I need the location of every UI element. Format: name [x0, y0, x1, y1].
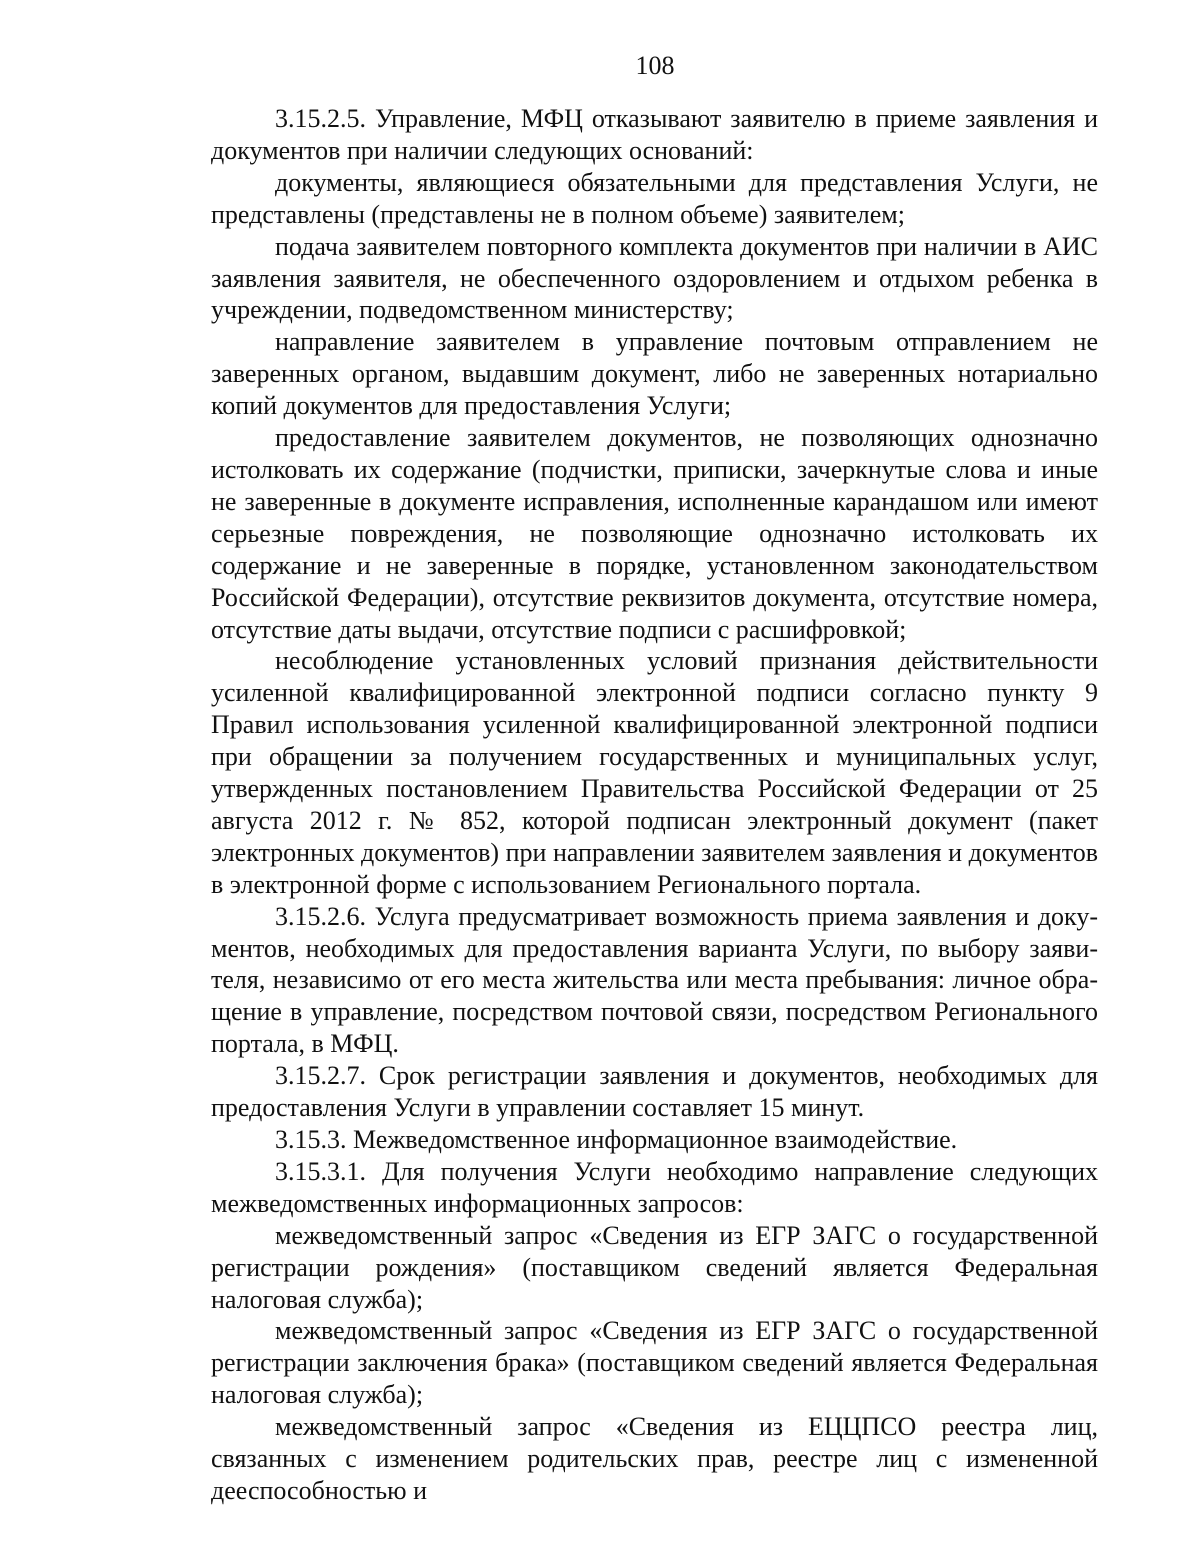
- paragraph-ambiguous-documents: предоставление заявителем документов, не позволяющих однозначно истолковать их содержание (подчистки, приписки, зачеркнутые слова и иные не заверенные в документе исправления, исполненные карандашом или имеют серьезные повреждения, не позволяющие однозначно истолковать их содержание и не заверенные в порядке, установленном законодательством Российской Федерации), отсутствие реквизитов документа, отсутствие номера, отсутствие даты выдачи, отсутствие подписи с расшифровкой;: [211, 423, 1098, 644]
- paragraph-3-15-3-1: 3.15.3.1. Для получения Услуги необходимо направление следующих межведомственных информационных запросов:: [211, 1156, 1098, 1218]
- paragraph-uncertified-copies: направление заявителем в управление почтовым отправлением не заверенных органом, выдавшим документ, либо не заверенных нотариально копий документов для предоставления Услуги;: [211, 327, 1098, 421]
- paragraph-parental-rights-request: межведомственный запрос «Сведения из ЕЦЦПСО реестра лиц, связанных с изменением родительских прав, реестре лиц с измененной дееспособностью и: [211, 1412, 1098, 1505]
- paragraph-3-15-3: 3.15.3. Межведомственное информационное взаимодействие.: [275, 1125, 958, 1154]
- page-number: 108: [635, 51, 675, 80]
- paragraph-electronic-signature: несоблюдение установленных условий признания действительности усиленной квалифицированной электронной подписи согласно пункту 9 Правил использования усиленной квалифицированной электронной подписи при обращении за получением государственных и муниципальных услуг, утвержденных постановлением Правительства Российской Федерации от 25 августа 2012 г. № 852, которой подписан электронный документ (пакет электронных документов) при направлении заявителем заявления и документов в электронной форме с использованием Регионального портала.: [211, 646, 1098, 899]
- paragraph-3-15-2-7: 3.15.2.7. Срок регистрации заявления и документов, необходимых для предоставления Услуги в управлении составляет 15 минут.: [211, 1061, 1098, 1123]
- paragraph-3-15-2-5: 3.15.2.5. Управление, МФЦ отказывают заявителю в приеме заявления и документов при наличии следующих оснований:: [211, 104, 1098, 165]
- paragraph-repeated-submission: подача заявителем повторного комплекта документов при наличии в АИС заявления заявителя, не обеспеченного оздоровлением и отдыхом ребенка в учреждении, подведомственном министерству;: [211, 231, 1098, 325]
- document-body: [211, 103, 1098, 1507]
- paragraph-missing-documents: документы, являющиеся обязательными для представления Услуги, не представлены (представлены не в полном объеме) заявителем;: [211, 167, 1098, 229]
- paragraph-marriage-registration-request: межведомственный запрос «Сведения из ЕГР ЗАГС о государственной регистрации заключения брака» (поставщиком сведений является Федеральная налоговая служба);: [211, 1316, 1098, 1410]
- paragraph-birth-registration-request: межведомственный запрос «Сведения из ЕГР ЗАГС о государственной регистрации рождения» (поставщиком сведений является Федеральная налоговая служба);: [211, 1220, 1098, 1314]
- paragraph-3-15-2-6: 3.15.2.6. Услуга предусматривает возможность приема заявления и документов, необходимых для предоставления варианта Услуги, по выбору заявителя, независимо от его места жительства или места пребывания: личное обращение в управление, посредством почтовой связи, посредством Регионального портала, в МФЦ.: [211, 901, 1098, 1059]
